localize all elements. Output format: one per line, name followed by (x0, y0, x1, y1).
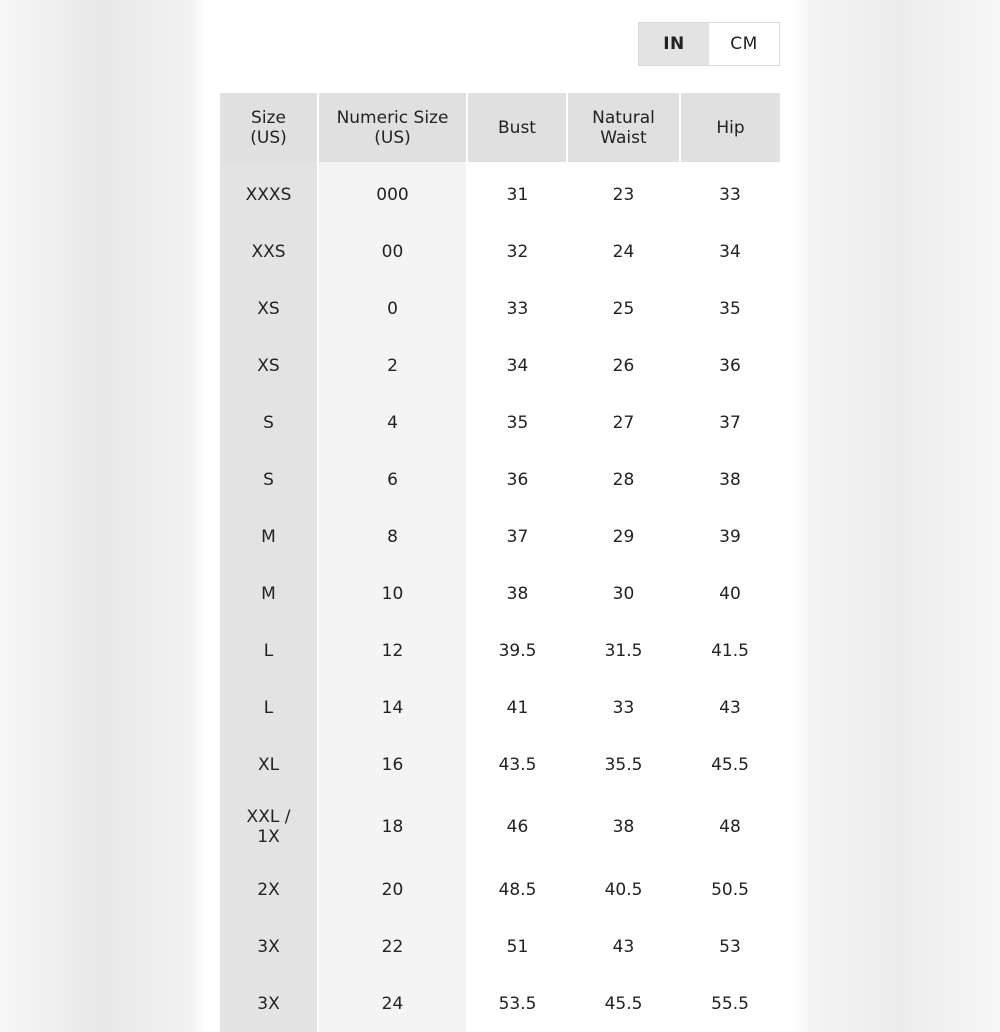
header-natural-waist: Natural Waist (567, 93, 680, 162)
table-row (220, 394, 780, 451)
cell-size: S (220, 451, 318, 508)
cell-natural-waist: 35.5 (567, 736, 680, 793)
cell-hip: 33 (680, 162, 780, 223)
cell-numeric-size: 24 (318, 975, 467, 1032)
cell-bust: 34 (467, 337, 567, 394)
header-size-us: Size (US) (220, 93, 318, 162)
size-chart-table (220, 93, 780, 1032)
cell-bust: 39.5 (467, 622, 567, 679)
table-row (220, 508, 780, 565)
cell-numeric-size: 22 (318, 918, 467, 975)
table-row (220, 861, 780, 918)
cell-hip: 45.5 (680, 736, 780, 793)
cell-bust: 41 (467, 679, 567, 736)
cell-hip: 36 (680, 337, 780, 394)
cell-hip: 48 (680, 793, 780, 861)
cell-size: XS (220, 337, 318, 394)
table-row (220, 223, 780, 280)
cell-natural-waist: 29 (567, 508, 680, 565)
cell-bust: 31 (467, 162, 567, 223)
cell-size: M (220, 508, 318, 565)
cell-hip: 53 (680, 918, 780, 975)
cell-hip: 50.5 (680, 861, 780, 918)
cell-bust: 38 (467, 565, 567, 622)
cell-natural-waist: 30 (567, 565, 680, 622)
table-row (220, 280, 780, 337)
cell-natural-waist: 24 (567, 223, 680, 280)
cell-bust: 48.5 (467, 861, 567, 918)
cell-bust: 37 (467, 508, 567, 565)
cell-numeric-size: 18 (318, 793, 467, 861)
cell-numeric-size: 2 (318, 337, 467, 394)
cell-bust: 36 (467, 451, 567, 508)
cell-hip: 40 (680, 565, 780, 622)
cell-natural-waist: 28 (567, 451, 680, 508)
table-header-row (220, 93, 780, 162)
cell-natural-waist: 25 (567, 280, 680, 337)
cell-numeric-size: 16 (318, 736, 467, 793)
cell-numeric-size: 10 (318, 565, 467, 622)
table-row (220, 162, 780, 223)
cell-hip: 41.5 (680, 622, 780, 679)
table-row (220, 337, 780, 394)
cell-hip: 55.5 (680, 975, 780, 1032)
cell-hip: 35 (680, 280, 780, 337)
cell-numeric-size: 4 (318, 394, 467, 451)
table-row (220, 622, 780, 679)
cell-bust: 51 (467, 918, 567, 975)
table-row (220, 679, 780, 736)
unit-cm-button[interactable]: CM (709, 23, 779, 65)
cell-size: 3X (220, 975, 318, 1032)
cell-numeric-size: 6 (318, 451, 467, 508)
cell-natural-waist: 43 (567, 918, 680, 975)
cell-numeric-size: 8 (318, 508, 467, 565)
cell-numeric-size: 14 (318, 679, 467, 736)
cell-bust: 53.5 (467, 975, 567, 1032)
cell-size: XXXS (220, 162, 318, 223)
cell-hip: 34 (680, 223, 780, 280)
cell-natural-waist: 33 (567, 679, 680, 736)
cell-hip: 43 (680, 679, 780, 736)
table-row (220, 975, 780, 1032)
cell-numeric-size: 000 (318, 162, 467, 223)
cell-numeric-size: 12 (318, 622, 467, 679)
table-row (220, 451, 780, 508)
cell-hip: 39 (680, 508, 780, 565)
table-row (220, 736, 780, 793)
header-bust: Bust (467, 93, 567, 162)
cell-numeric-size: 0 (318, 280, 467, 337)
header-numeric-size-us: Numeric Size (US) (318, 93, 467, 162)
cell-size: L (220, 622, 318, 679)
cell-size: XL (220, 736, 318, 793)
cell-natural-waist: 31.5 (567, 622, 680, 679)
cell-bust: 43.5 (467, 736, 567, 793)
cell-bust: 35 (467, 394, 567, 451)
cell-size: XXL / 1X (220, 793, 318, 861)
table-row (220, 918, 780, 975)
cell-size: L (220, 679, 318, 736)
cell-natural-waist: 40.5 (567, 861, 680, 918)
cell-natural-waist: 26 (567, 337, 680, 394)
cell-size: XXS (220, 223, 318, 280)
cell-size: M (220, 565, 318, 622)
cell-natural-waist: 23 (567, 162, 680, 223)
cell-natural-waist: 45.5 (567, 975, 680, 1032)
cell-bust: 32 (467, 223, 567, 280)
cell-numeric-size: 00 (318, 223, 467, 280)
header-hip: Hip (680, 93, 780, 162)
cell-bust: 46 (467, 793, 567, 861)
cell-natural-waist: 27 (567, 394, 680, 451)
cell-hip: 37 (680, 394, 780, 451)
table-row (220, 565, 780, 622)
cell-numeric-size: 20 (318, 861, 467, 918)
cell-natural-waist: 38 (567, 793, 680, 861)
cell-size: XS (220, 280, 318, 337)
cell-size: 3X (220, 918, 318, 975)
table-row (220, 793, 780, 861)
cell-bust: 33 (467, 280, 567, 337)
table-body (220, 162, 780, 1032)
unit-in-button[interactable]: IN (639, 23, 709, 65)
cell-hip: 38 (680, 451, 780, 508)
unit-toggle (638, 22, 780, 66)
cell-size: 2X (220, 861, 318, 918)
cell-size: S (220, 394, 318, 451)
